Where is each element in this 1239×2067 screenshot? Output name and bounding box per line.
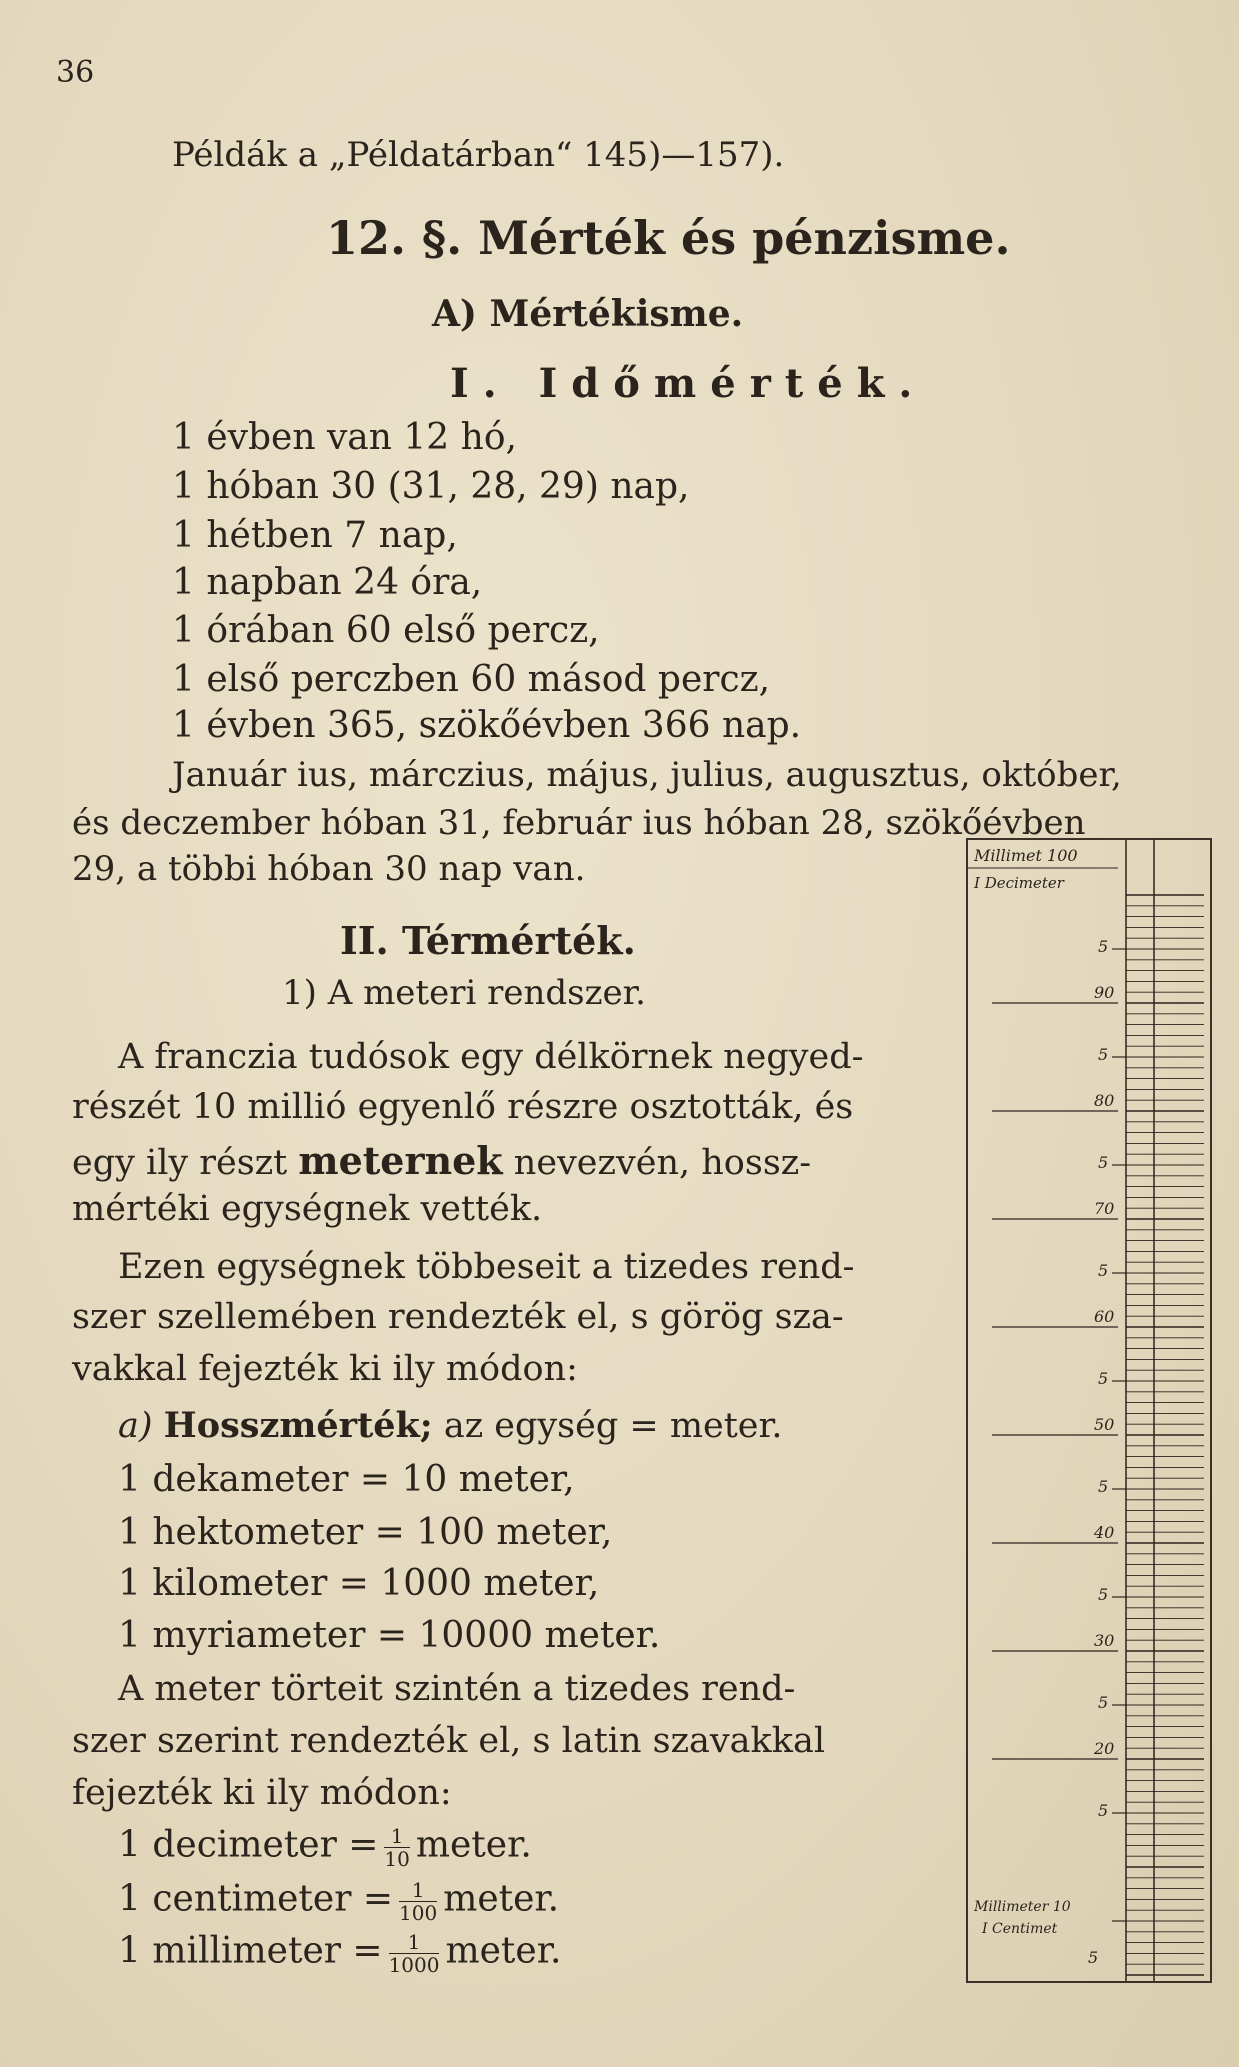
paragraph-line: Ezen egységnek többeseit a tizedes rend- (118, 1247, 855, 1287)
page-number: 36 (56, 55, 95, 90)
length-term: Hosszmérték; (163, 1405, 433, 1446)
time-line: 1 napban 24 óra, (172, 562, 483, 603)
ruler-fives-label: 5 (1098, 1045, 1109, 1064)
ruler-top-label: Millimet 100 (974, 846, 1078, 865)
paragraph-line: vakkal fejezték ki ily módon: (72, 1349, 578, 1389)
paragraph-line (72, 1138, 812, 1183)
ruler-tens-label: 90 (1094, 983, 1115, 1002)
ruler-tens-label: 70 (1094, 1199, 1115, 1218)
section-title: 12. §. Mérték és pénzisme. (326, 211, 1011, 265)
ruler-fives-label: 5 (1098, 1801, 1109, 1820)
line-text: az egység = meter. (443, 1406, 783, 1446)
line-text: meter. (445, 1930, 562, 1972)
item-letter: a) (118, 1406, 153, 1446)
denominator: 100 (399, 1901, 438, 1925)
ruler-fives-label: 5 (1098, 1477, 1109, 1496)
time-line: 1 évben 365, szökőévben 366 nap. (172, 705, 802, 746)
ruler-tens-label: 40 (1094, 1523, 1115, 1542)
multiple-line: 1 hektometer = 100 meter, (118, 1512, 613, 1553)
line-text: nevezvén, hossz- (513, 1143, 812, 1183)
ruler-bottom-label: Millimeter 10 (974, 1899, 1071, 1915)
numerator: 1 (389, 1932, 440, 1954)
part2-title: II. Térmérték. (340, 918, 636, 963)
ruler-graphic (968, 840, 1210, 1981)
paragraph-line: A meter törteit szintén a tizedes rend- (118, 1669, 796, 1709)
part1-title: I. Időmérték. (450, 360, 927, 407)
fraction (389, 1932, 440, 1975)
multiple-line: 1 dekameter = 10 meter, (118, 1459, 575, 1500)
fraction-line (118, 1826, 532, 1869)
ruler-tens-label: 20 (1094, 1739, 1115, 1758)
months-line: 29, a többi hóban 30 nap van. (72, 849, 586, 889)
numerator: 1 (384, 1826, 409, 1848)
multiple-line: 1 kilometer = 1000 meter, (118, 1563, 600, 1604)
ruler-fives-label: 5 (1098, 937, 1109, 956)
time-line: 1 hóban 30 (31, 28, 29) nap, (172, 466, 690, 507)
time-line: 1 órában 60 első percz, (172, 610, 600, 651)
fraction-line (118, 1880, 559, 1923)
paragraph-line: A franczia tudósok egy délkörnek negyed- (118, 1037, 864, 1077)
line-text: 1 millimeter = (118, 1930, 383, 1972)
fraction (384, 1826, 409, 1869)
time-line: 1 hétben 7 nap, (172, 515, 458, 556)
fraction (399, 1880, 437, 1923)
line-text: meter. (443, 1878, 560, 1920)
line-text: meter. (415, 1824, 532, 1866)
fraction-line (118, 1932, 561, 1975)
paragraph-line: részét 10 millió egyenlő részre osztották, és (72, 1087, 854, 1127)
multiple-line: 1 myriameter = 10000 meter. (118, 1615, 661, 1656)
ruler-tens-label: 60 (1094, 1307, 1115, 1326)
ruler-tens-label: 30 (1094, 1631, 1115, 1650)
months-line: Január ius, márczius, május, julius, augusztus, október, (172, 755, 1122, 795)
ruler-bottom-five: 5 (1088, 1948, 1099, 1967)
paragraph-line: szer szellemében rendezték el, s görög sza- (72, 1297, 844, 1337)
subsection-title: A) Mértékisme. (432, 293, 744, 335)
ruler-fives-label: 5 (1098, 1261, 1109, 1280)
ruler-fives-label: 5 (1098, 1585, 1109, 1604)
length-heading (118, 1405, 783, 1446)
ruler-fives-label: 5 (1098, 1153, 1109, 1172)
line-text: 1 centimeter = (118, 1878, 394, 1920)
line-text: 1 decimeter = (118, 1824, 379, 1866)
denominator: 1000 (388, 1953, 440, 1977)
meter-term: meternek (298, 1138, 503, 1183)
ruler-fives-label: 5 (1098, 1693, 1109, 1712)
denominator: 10 (384, 1847, 410, 1871)
paragraph-line: szer szerint rendezték el, s latin szavakkal (72, 1721, 826, 1761)
ruler-tens-label: 50 (1094, 1415, 1115, 1434)
numerator: 1 (399, 1880, 437, 1902)
time-line: 1 első perczben 60 másod percz, (172, 659, 771, 700)
ruler-top-sublabel: I Decimeter (974, 874, 1064, 892)
ruler-bottom-sublabel: I Centimet (982, 1921, 1058, 1937)
paragraph-line: fejezték ki ily módon: (72, 1773, 452, 1813)
decimeter-ruler (966, 838, 1212, 1983)
ruler-fives-label: 5 (1098, 1369, 1109, 1388)
months-line: és deczember hóban 31, február ius hóban 28, szökőévben (72, 803, 1086, 843)
line-text: egy ily részt (72, 1143, 288, 1183)
ruler-tens-label: 80 (1094, 1091, 1115, 1110)
examples-line: Példák a „Példatárban“ 145)—157). (172, 135, 785, 175)
time-line: 1 évben van 12 hó, (172, 417, 517, 458)
metric-system-heading: 1) A meteri rendszer. (282, 973, 646, 1013)
paragraph-line: mértéki egységnek vették. (72, 1189, 543, 1229)
